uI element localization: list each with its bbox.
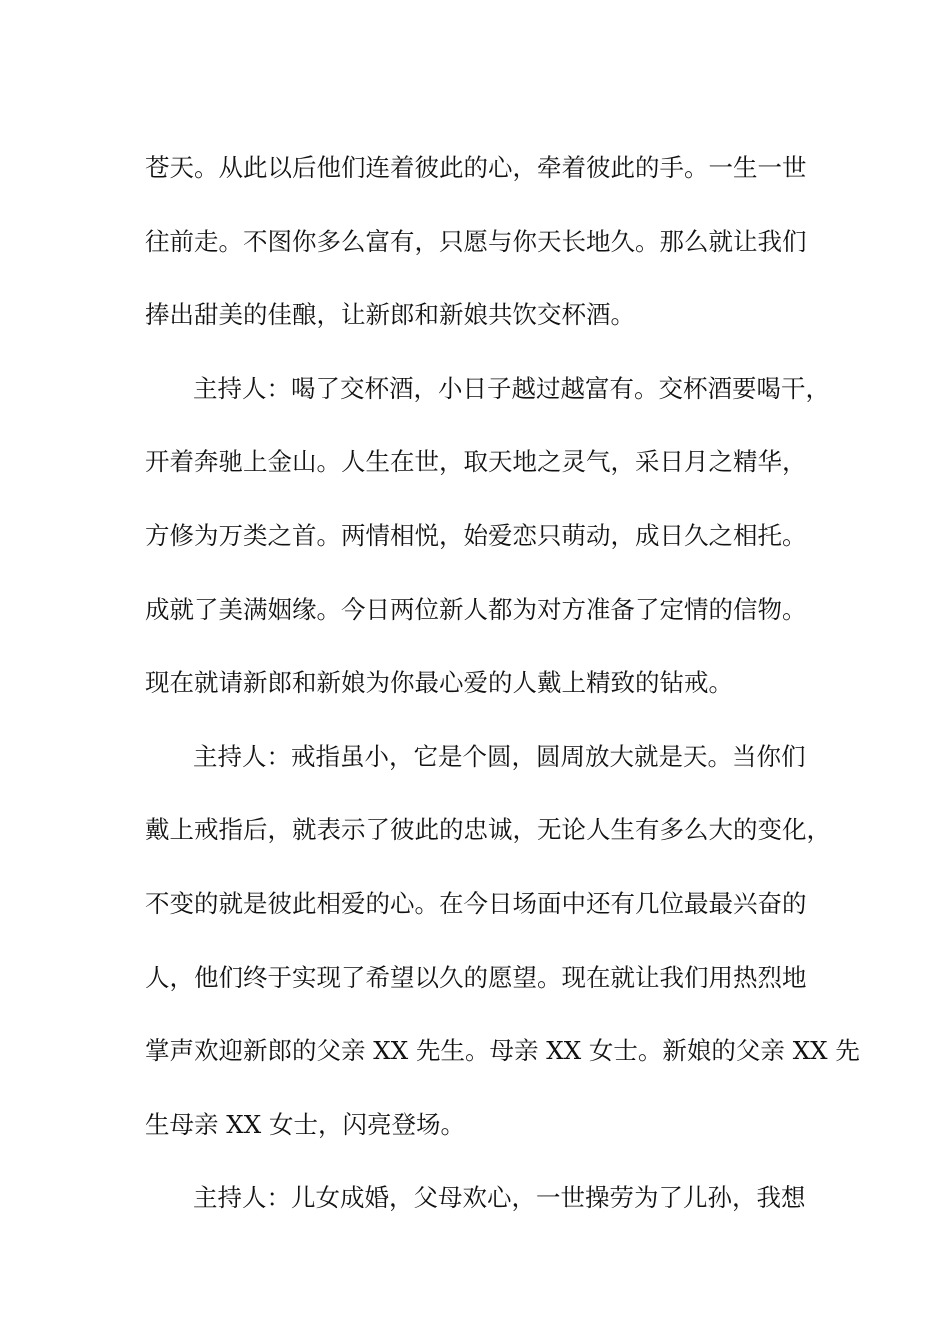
text-line: 成就了美满姻缘。今日两位新人都为对方准备了定情的信物。 <box>145 594 807 624</box>
text-line: 现在就请新郎和新娘为你最心爱的人戴上精致的钻戒。 <box>145 668 733 698</box>
text-line: 开着奔驰上金山。人生在世，取天地之灵气，采日月之精华， <box>145 447 807 477</box>
paragraph-start-line: 主持人：喝了交杯酒，小日子越过越富有。交杯酒要喝干， <box>193 373 830 403</box>
body-text <box>145 131 860 1235</box>
text-line: 往前走。不图你多么富有，只愿与你天长地久。那么就让我们 <box>145 226 807 256</box>
paragraph-start-line: 主持人：儿女成婚，父母欢心，一世操劳为了儿孙，我想 <box>193 1183 806 1213</box>
paragraph-start-line: 主持人：戒指虽小，它是个圆，圆周放大就是天。当你们 <box>193 741 806 771</box>
text-line: 苍天。从此以后他们连着彼此的心，牵着彼此的手。一生一世 <box>145 153 807 182</box>
text-line: 戴上戒指后，就表示了彼此的忠诚，无论人生有多么大的变化， <box>145 815 831 845</box>
text-line: 掌声欢迎新郎的父亲 XX 先生。母亲 XX 女士。新娘的父亲 XX 先 <box>145 1036 860 1066</box>
text-line: 人，他们终于实现了希望以久的愿望。现在就让我们用热烈地 <box>145 962 807 992</box>
text-line: 捧出甜美的佳酿，让新郎和新娘共饮交杯酒。 <box>145 300 635 330</box>
text-line: 生母亲 XX 女士，闪亮登场。 <box>145 1109 465 1139</box>
text-line: 不变的就是彼此相爱的心。在今日场面中还有几位最最兴奋的 <box>145 888 807 918</box>
text-line: 方修为万类之首。两情相悦，始爱恋只萌动，成日久之相托。 <box>145 520 807 550</box>
